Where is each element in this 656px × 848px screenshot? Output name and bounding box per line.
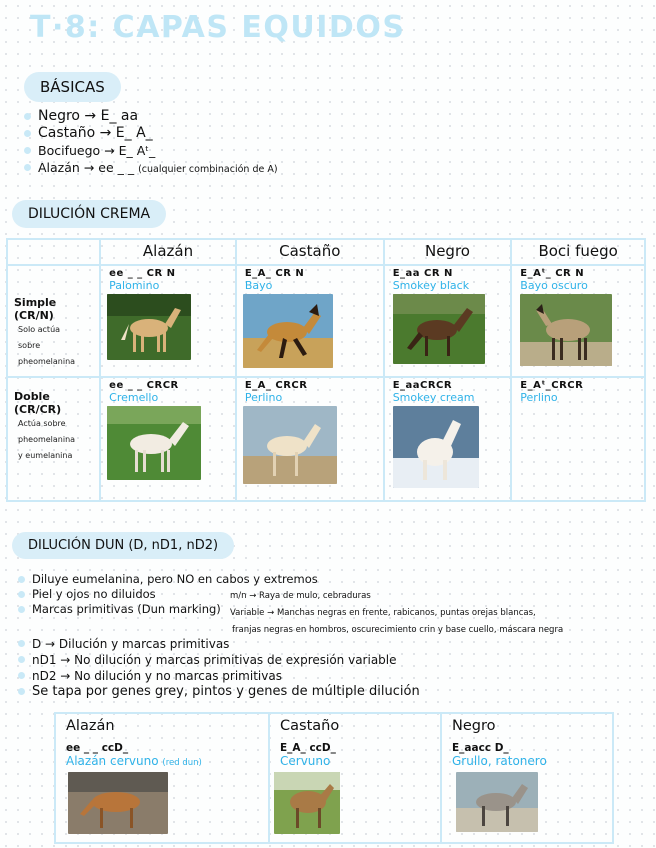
phenotype: Cremello xyxy=(109,391,159,404)
table-cell xyxy=(236,265,384,377)
row-sub: Actúa sobre xyxy=(18,419,66,428)
marks-line: Variable → Manchas negras en frente, rabicanos, puntas orejas blancas, xyxy=(230,608,536,618)
list-item: Piel y ojos no diluidos xyxy=(18,587,318,602)
horse-photo-perlino xyxy=(243,406,337,484)
list-item: Se tapa por genes grey, pintos y genes de múltiple dilución xyxy=(18,684,420,700)
horse-photo-cremello xyxy=(107,406,201,480)
basicas-heading: BÁSICAS xyxy=(24,72,121,102)
column-header: Castaño xyxy=(280,718,340,734)
column-header: Negro xyxy=(452,718,496,734)
marks-line: m/n → Raya de mulo, cebraduras xyxy=(230,591,371,601)
horse-photo-palomino xyxy=(107,294,191,360)
list-item: Castaño → E_ A_ xyxy=(24,125,278,142)
table-cell xyxy=(384,265,512,377)
horse-photo-grullo xyxy=(456,772,538,832)
genotype: E_aa CR N xyxy=(392,268,453,279)
dun-genes-list xyxy=(18,636,420,700)
genotype: E_A_ CR N xyxy=(244,268,305,279)
crema-table xyxy=(6,238,646,502)
genotype: E_aacc D_ xyxy=(452,742,509,754)
genotype: E_A_ CRCR xyxy=(244,380,308,391)
marks-line: franjas negras en hombros, oscurecimiento crin y base cuello, máscara negra xyxy=(232,625,564,635)
genotype: E_Aᵗ_CRCR xyxy=(520,380,584,391)
phenotype: Bayo oscuro xyxy=(520,279,588,292)
row-sub: y eumelanina xyxy=(18,451,73,460)
row-label: Simple (CR/N) xyxy=(14,296,57,322)
genotype: ee _ _ CR N xyxy=(109,268,176,279)
phenotype: Alazán cervuno (red dun) xyxy=(66,754,202,768)
crema-heading: DILUCIÓN CREMA xyxy=(12,200,166,228)
genotype: E_A_ ccD_ xyxy=(280,742,336,754)
row-sub: pheomelanina xyxy=(18,357,76,366)
list-item: Marcas primitivas (Dun marking) xyxy=(18,602,318,617)
table-cell xyxy=(55,713,269,843)
table-cell xyxy=(236,377,384,501)
phenotype: Bayo xyxy=(244,279,273,292)
genotype: E_Aᵗ_ CR N xyxy=(520,268,585,279)
basicas-list xyxy=(24,108,278,178)
phenotype: Cervuno xyxy=(280,754,331,768)
corner-cell xyxy=(7,239,100,265)
list-item: Bocifuego → E_ Aᵗ_ xyxy=(24,142,278,159)
list-item: Negro → E_ aa xyxy=(24,108,278,125)
column-header: Alazán xyxy=(66,718,115,734)
table-cell xyxy=(511,265,645,377)
horse-photo-bayo xyxy=(243,294,333,368)
page-title: T·8: CAPAS EQUIDOS xyxy=(30,10,406,45)
genotype: ee _ _ ccD_ xyxy=(66,742,129,754)
column-header: Castaño xyxy=(279,242,341,260)
list-item: D → Dilución y marcas primitivas xyxy=(18,636,420,652)
row-label: Doble (CR/CR) xyxy=(14,390,62,416)
genotype: ee _ _ CRCR xyxy=(109,380,179,391)
horse-photo-smokey-black xyxy=(393,294,485,364)
phenotype: Perlino xyxy=(244,391,283,404)
list-item: nD2 → No dilución y no marcas primitivas xyxy=(18,668,420,684)
row-label-cell xyxy=(7,265,100,377)
table-cell xyxy=(511,377,645,501)
genotype: E_aaCRCR xyxy=(392,380,453,391)
phenotype: Smokey black xyxy=(392,279,470,292)
phenotype: Perlino xyxy=(520,391,558,404)
list-item: Alazán → ee _ _ (cualquier combinación de A) xyxy=(24,159,278,178)
horse-photo-alazan-cervuno xyxy=(68,772,168,834)
dun-table xyxy=(54,712,614,844)
row-sub: pheomelanina xyxy=(18,435,76,444)
list-item: nD1 → No dilución y marcas primitivas de expresión variable xyxy=(18,652,420,668)
horse-photo-cervuno xyxy=(274,772,340,834)
row-label-cell xyxy=(7,377,100,501)
dun-marks xyxy=(230,588,563,639)
list-note: (cualquier combinación de A) xyxy=(138,164,278,175)
table-cell xyxy=(384,377,512,501)
phenotype: Smokey cream xyxy=(392,391,475,404)
table-cell xyxy=(100,377,236,501)
column-header: Boci fuego xyxy=(538,242,618,260)
table-cell xyxy=(269,713,441,843)
horse-photo-smokey-cream xyxy=(393,406,479,488)
row-sub: sobre xyxy=(18,341,41,350)
list-item: Diluye eumelanina, pero NO en cabos y extremos xyxy=(18,572,318,587)
column-header: Alazán xyxy=(142,242,194,260)
horse-photo-bayo-oscuro xyxy=(520,294,612,366)
row-sub: Solo actúa xyxy=(18,325,61,334)
dun-heading: DILUCIÓN DUN (D, nD1, nD2) xyxy=(12,532,234,559)
column-header: Negro xyxy=(424,242,470,260)
table-cell xyxy=(441,713,613,843)
phenotype: Palomino xyxy=(109,279,160,292)
phenotype: Grullo, ratonero xyxy=(452,754,547,768)
table-cell xyxy=(100,265,236,377)
